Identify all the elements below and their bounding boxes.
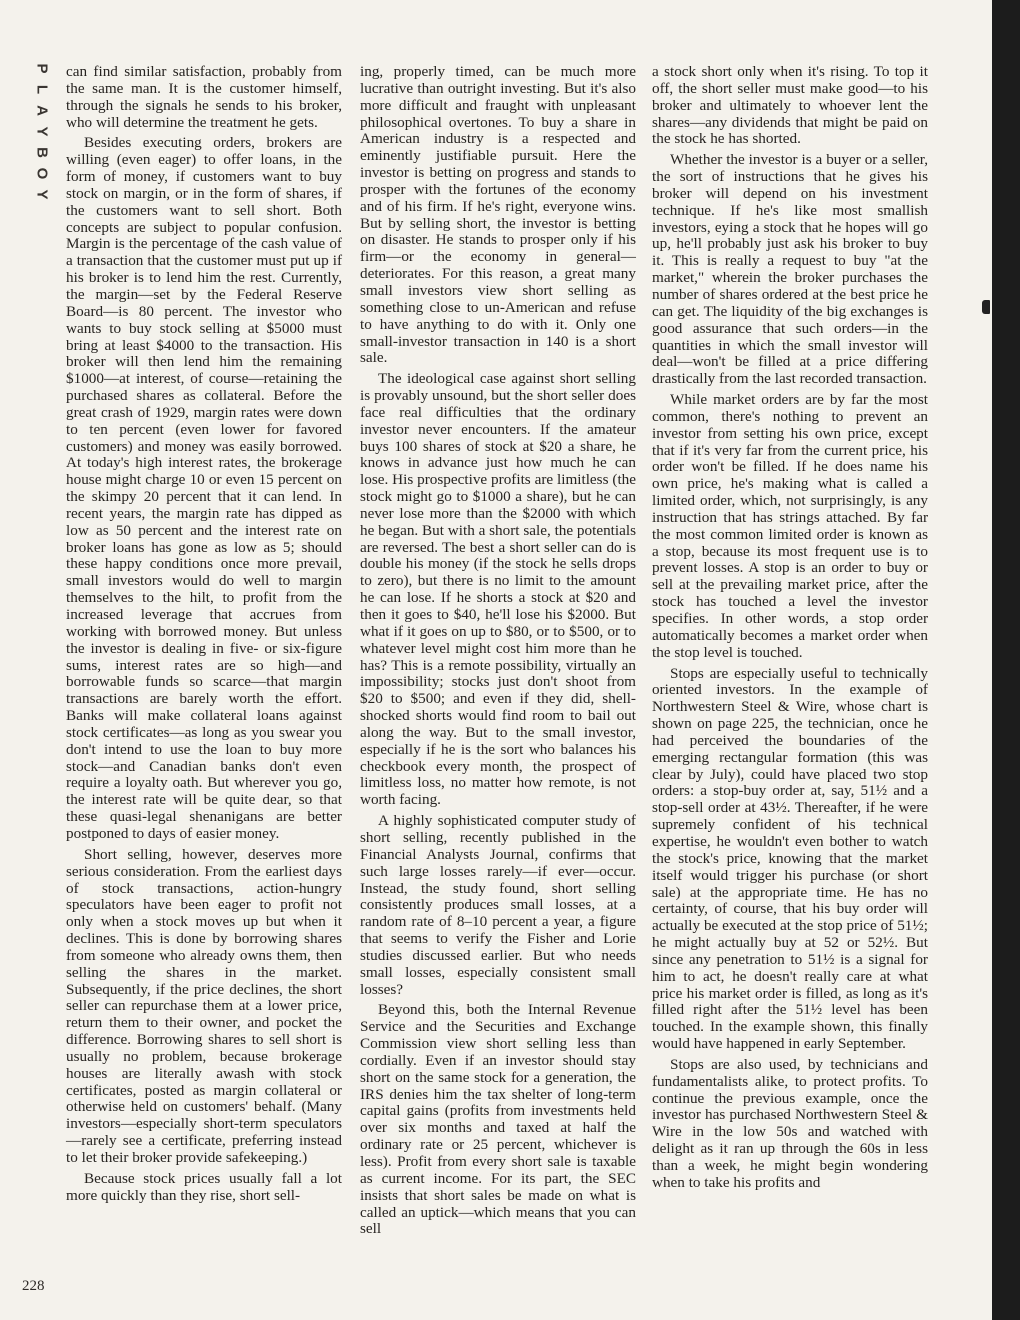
paragraph: can find similar satisfaction, probably from the same man. It is the customer himself, through the signals he sends to his broker, who will determine the treatment he gets.	[66, 63, 342, 131]
running-head-letter: A	[33, 105, 51, 116]
running-head-letter: Y	[33, 126, 51, 137]
paragraph: Stops are also used, by technicians and fundamentalists alike, to protect profits. To continue the previous example, once the investor has purchased Northwestern Steel & Wire in the low 50s and watched with delight as it ran up through the 60s in less than a week, he might begin wondering when to take his profits and	[652, 1055, 928, 1191]
paragraph: Stops are especially useful to technically oriented investors. In the example of Northwestern Steel & Wire, whose chart is shown on page 225, the technician, once he had perceived the boundaries of the emerging rectangular formation (this was clear by July), could have placed two stop orders: a stop-buy order at, say, 51½ and a stop-sell order at 43½. Thereafter, if he were supremely confident of his technical expertise, he wouldn't even bother to watch the stock's price, knowing that the market itself would trigger his purchase (or short sale) at the appropriate time. He has no certainty, of course, that his buy order will actually be executed at the stop price of 51½; he might actually buy at 52 or 52½. But since any penetration to 51½ is a signal for him to act, he doesn't really care at what price his market order is filled, as long as it's filled right after the 51½ level has been touched. In the example shown, this finally would have happened in early September.	[652, 664, 928, 1053]
running-head-letter: B	[33, 147, 51, 158]
running-head-letter: O	[33, 167, 51, 180]
paragraph: Beyond this, both the Internal Revenue Service and the Securities and Exchange Commission view short selling less than cordially. Even if an investor should stay short on the same stock for a generation, the IRS denies him the tax shelter of long-term capital gains (profits from investments held over six months and taxed at half the ordinary rate or 25 percent, whichever is less). Profit from every short sale is taxable as current income. For its part, the SEC insists that short sales be made on what is called an uptick—which means that you can sell	[360, 1001, 636, 1238]
paragraph: Short selling, however, deserves more serious consideration. From the earliest days of stock transactions, action-hungry speculators have been eager to profit not only when a stock moves up but when it declines. This is done by borrowing shares from someone who already owns them, then selling the shares in the market. Subsequently, if the price declines, the short seller can repurchase them at a lower price, return them to their owner, and pocket the difference. Borrowing shares to sell short is usually no problem, because brokerage houses are literally awash with stock certificates, posted as margin collateral or otherwise held on customers' behalf. (Many investors—especially short-term speculators—rarely see a certificate, preferring instead to let their broker provide safekeeping.)	[66, 845, 342, 1166]
paragraph: Besides executing orders, brokers are willing (even eager) to offer loans, in the form of money, if customers want to buy stock on margin, or in the form of shares, if the customers want to sell short. Both concepts are subject to popular confusion. Margin is the percentage of the cash value of a transaction that the customer must put up if his broker is to lend him the rest. Currently, the margin—set by the Federal Reserve Board—is 80 percent. The investor who wants to buy stock selling at $5000 must bring at least $4000 to the transaction. His broker will then lend him the remaining $1000—at interest, of course—retaining the purchased shares as collateral. Before the great crash of 1929, margin rates were down to ten percent (even lower for favored customers) and money was easily borrowed. At today's high interest rates, the brokerage house might charge 10 or even 15 percent on the skimpy 20 percent that it can lend. In recent years, the margin rate has dipped as low as 50 percent and the interest rate on broker loans has gone as low as 5; should these happy conditions once more prevail, small investors would do well to margin themselves to the hilt, to profit from the increased leverage that accrues from working with borrowed money. But unless the investor is dealing in five- or six-figure sums, interest rates are so high—and borrowable funds so scarce—that margin transactions are barely worth the effort. Banks will make collateral loans against stock certificates—as long as you swear you don't intend to use the loan to buy more stock—and Canadian banks don't even require a loyalty oath. But wherever you go, the interest rate will be quite dear, so that these quasi-legal shenanigans are better postponed to days of easier money.	[66, 134, 342, 842]
running-head-letter: Y	[33, 189, 51, 200]
paragraph: Whether the investor is a buyer or a seller, the sort of instructions that he gives his broker will depend on his investment technique. If he's like most smallish investors, eying a stock that he hopes will go up, he'll probably just ask his broker to buy it. This is really a request to buy "at the market," wherein the broker purchases the number of shares ordered at the best price he can get. The liquidity of the big exchanges is good assurance that such orders—in the quantities in which the small investor will deal—won't be filled at a price differing drastically from the last recorded transaction.	[652, 151, 928, 388]
paragraph: Because stock prices usually fall a lot more quickly than they rise, short sell-	[66, 1169, 342, 1204]
paragraph: a stock short only when it's rising. To top it off, the short seller must make good—to his broker and ultimately to whoever lent the shares—any dividends that might be paid on the stock he has shorted.	[652, 63, 928, 148]
text-column-1	[66, 64, 342, 1205]
paragraph: The ideological case against short selling is provably unsound, but the short seller does face real difficulties that the ordinary investor never encounters. If the amateur buys 100 shares of stock at $20 a share, he knows in advance just how much he can lose. His prospective profits are limitless (the stock might go to $1000 a share), but he can never lose more than the $2000 with which he began. But with a short sale, the potentials are reversed. The best a short seller can do is double his money (if the stock he sells drops to zero), but there is no limit to the amount he can lose. If he shorts a stock at $20 and then it goes to $40, he'll lose his $2000. But what if it goes on up to $80, or to $500, or to whatever level might cost him more than he has? This is a remote possibility, virtually an impossibility; stocks just don't shoot from $20 to $500; and even if they did, shell-shocked shorts would find room to bail out along the way. But to the small investor, especially if he is the sort who balances his checkbook every month, the prospect of limitless loss, no matter how remote, is not worth facing.	[360, 370, 636, 809]
paragraph: A highly sophisticated computer study of short selling, recently published in the Financial Analysts Journal, confirms that such large losses rarely—if ever—occur. Instead, the study found, short selling consistently produces small losses, at a random rate of 8–10 percent a year, a figure that seems to verify the Fisher and Lorie studies discussed earlier. But who needs small losses, especially consistent small losses?	[360, 812, 636, 998]
running-head-letter: L	[33, 84, 51, 95]
running-head-letter: P	[33, 63, 51, 74]
paragraph: While market orders are by far the most common, there's nothing to prevent an investor from setting his own price, except that if it's very far from the current price, his order won't be filled. If he does name his own price, he's making what is called a limited order, which, not surprisingly, is any instruction that has strings attached. By far the most common limited order is known as a stop, because its most frequent use is to prevent losses. A stop is an order to buy or sell at the prevailing market price, after the stock has touched a level the investor specifies. In other words, a stop order automatically becomes a market order when the stop level is touched.	[652, 391, 928, 661]
scan-mark	[982, 300, 990, 314]
text-column-3	[652, 64, 928, 1192]
text-column-2	[360, 64, 636, 1238]
running-head	[26, 58, 54, 205]
page-number: 228	[22, 1278, 45, 1294]
paragraph: ing, properly timed, can be much more lucrative than outright investing. But it's also more difficult and fraught with unpleasant philosophical overtones. To buy a share in American industry is a respected and eminently justifiable pursuit. Here the investor is betting on progress and stands to prosper with the fortunes of the economy and of his firm. If he's right, everyone wins. But by selling short, the investor is betting on disaster. He stands to prosper only if his firm—or the economy in general—deteriorates. For this reason, a great many small investors view short selling as something close to un-American and refuse to have anything to do with it. Only one small-investor transaction in 140 is a short sale.	[360, 63, 636, 367]
scan-edge-strip	[992, 0, 1020, 1320]
